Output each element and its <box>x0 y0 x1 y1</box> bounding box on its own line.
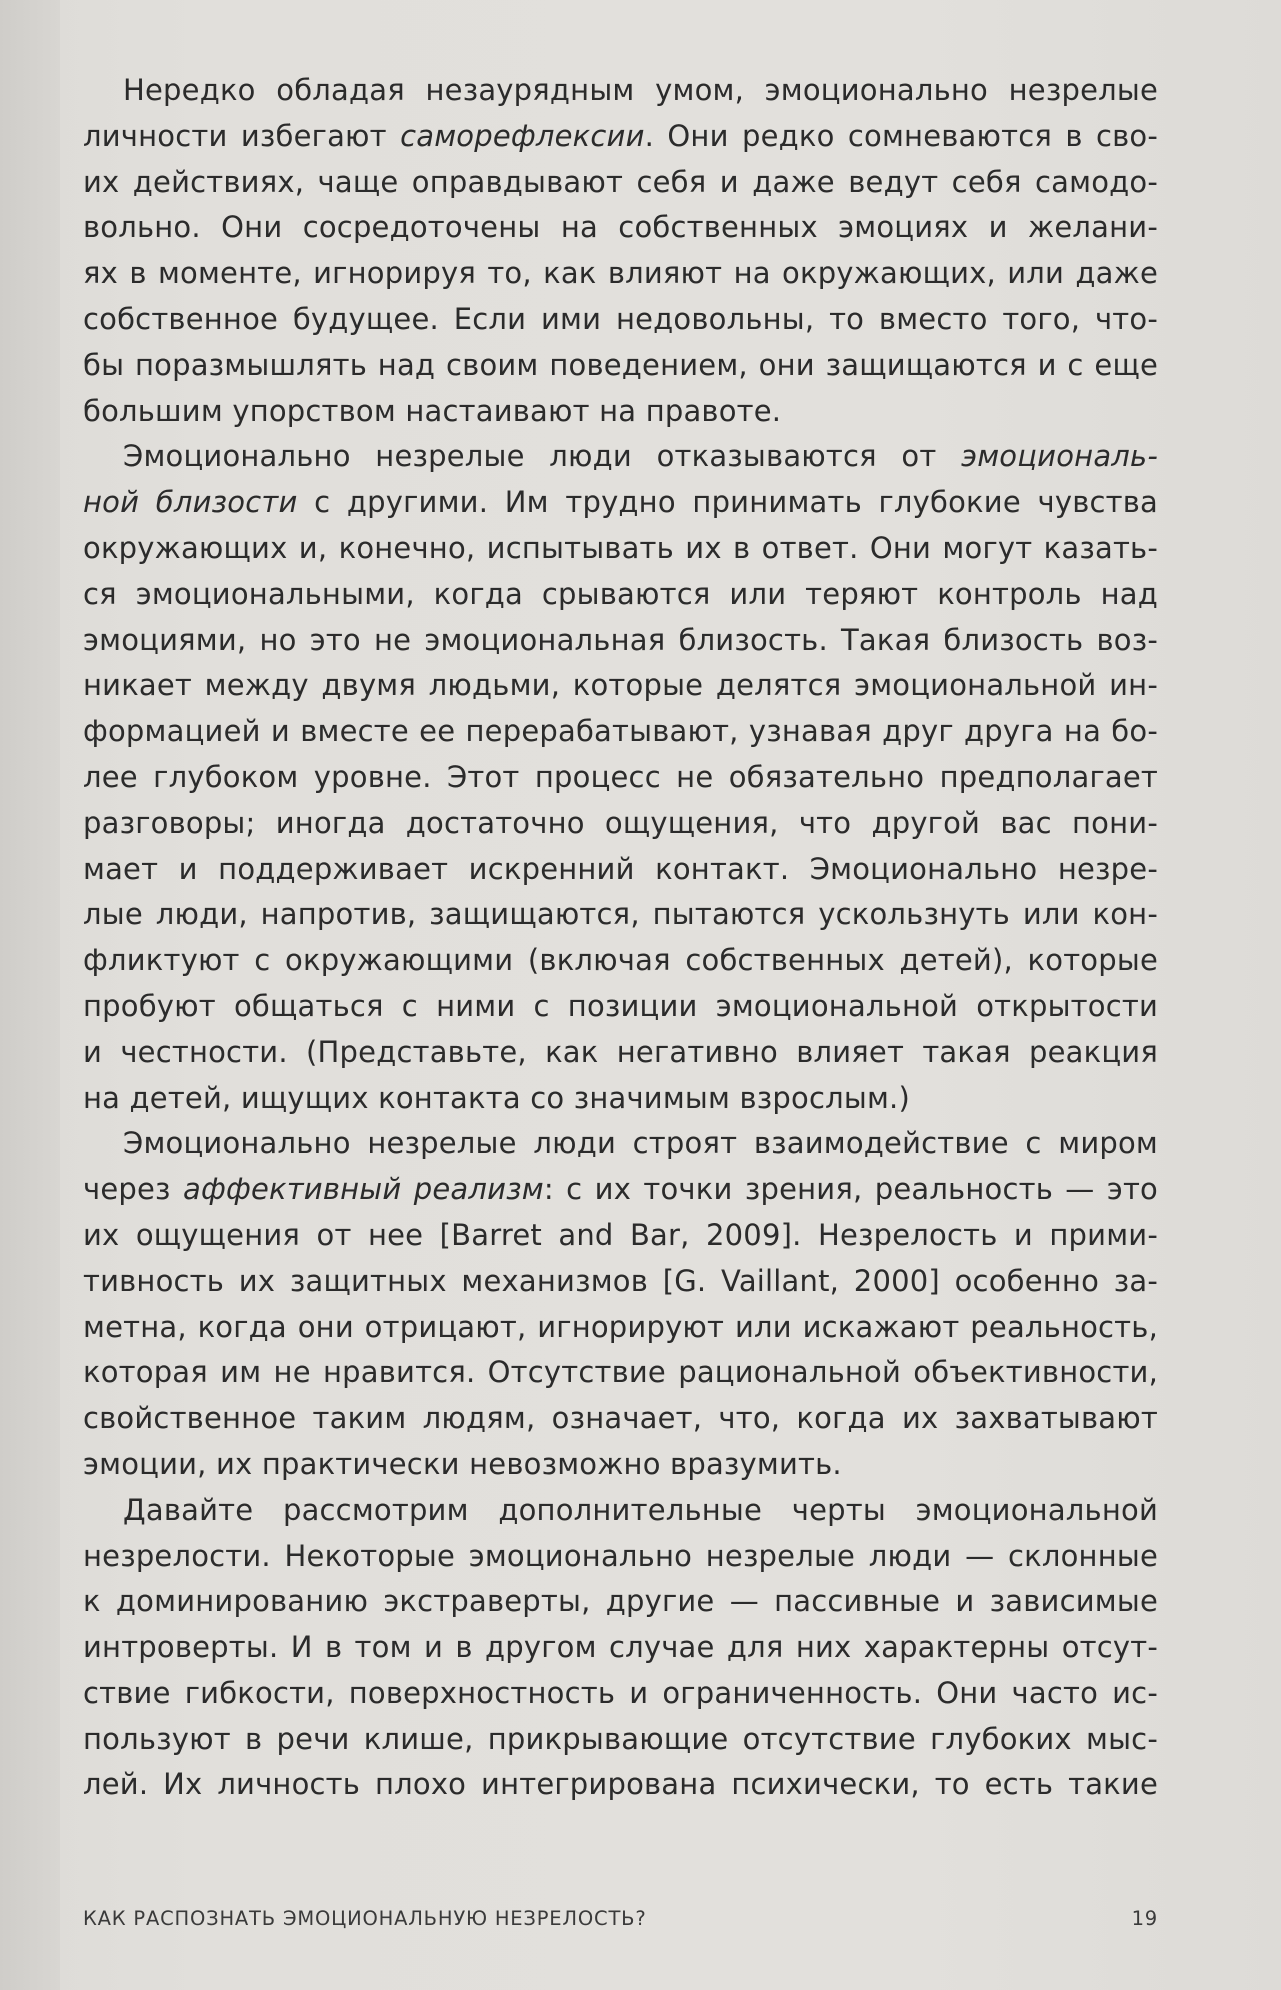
italic-term: саморефлексии <box>400 118 645 153</box>
text-line <box>83 1305 1158 1351</box>
text-line <box>83 1671 1158 1717</box>
text-span: их ощущения от нее [Barret and Bar, 2009]. Незрелость и прими- <box>83 1217 1158 1252</box>
text-span: незрелости. Некоторые эмоционально незрелые люди — склонные <box>83 1538 1158 1573</box>
text-span: большим упорством настаивают на правоте. <box>83 393 782 428</box>
text-line <box>83 434 1158 480</box>
text-line <box>83 847 1158 893</box>
text-span: Эмоционально незрелые люди строят взаимодействие с миром <box>123 1126 1158 1161</box>
text-span: . Они редко сомневаются в сво- <box>644 118 1159 153</box>
text-span: ях в моменте, игнорируя то, как влияют на окружающих, или даже <box>83 256 1158 291</box>
text-line <box>83 114 1158 160</box>
text-line <box>83 160 1158 206</box>
text-span: их действиях, чаще оправдывают себя и даже ведут себя самодо- <box>83 164 1158 199</box>
text-line <box>83 1717 1158 1763</box>
text-line <box>83 389 1158 435</box>
text-line <box>83 1488 1158 1534</box>
text-span: на детей, ищущих контакта со значимым взрослым.) <box>83 1080 910 1115</box>
text-span: мает и поддерживает искренний контакт. Эмоционально незре- <box>83 851 1158 886</box>
text-span: вольно. Они сосредоточены на собственных эмоциях и желани- <box>83 210 1158 245</box>
italic-term: ной близости <box>83 485 298 520</box>
text-line <box>83 984 1158 1030</box>
text-span: Эмоционально незрелые люди отказываются от <box>123 439 962 474</box>
text-span: метна, когда они отрицают, игнорируют или искажают реальность, <box>83 1309 1158 1344</box>
text-line <box>83 205 1158 251</box>
text-span: окружающих и, конечно, испытывать их в ответ. Они могут казать- <box>83 530 1158 565</box>
text-line <box>83 251 1158 297</box>
text-span: эмоции, их практически невозможно вразумить. <box>83 1446 842 1481</box>
running-head: КАК РАСПОЗНАТЬ ЭМОЦИОНАЛЬНУЮ НЕЗРЕЛОСТЬ? <box>83 1907 647 1930</box>
text-line <box>83 1350 1158 1396</box>
text-span: с другими. Им трудно принимать глубокие чувства <box>297 485 1158 520</box>
text-span: формацией и вместе ее перерабатывают, узнавая друг друга на бо- <box>83 714 1158 749</box>
text-span: Нередко обладая незаурядным умом, эмоционально незрелые <box>123 73 1158 107</box>
text-span: к доминированию экстраверты, другие — пассивные и зависимые <box>83 1584 1158 1619</box>
text-line <box>83 801 1158 847</box>
text-line <box>83 1259 1158 1305</box>
text-span: через <box>83 1172 183 1207</box>
text-span: личности избегают <box>83 118 401 153</box>
text-span: лей. Их личность плохо интегрирована психически, то есть такие <box>83 1767 1158 1802</box>
text-line <box>83 1213 1158 1259</box>
text-span: пользуют в речи клише, прикрывающие отсутствие глубоких мыс- <box>83 1721 1158 1756</box>
text-span: никает между двумя людьми, которые делятся эмоциональной ин- <box>83 668 1158 703</box>
text-line <box>83 1030 1158 1076</box>
text-line <box>83 618 1158 664</box>
italic-term: эмоциональ- <box>961 439 1158 474</box>
text-line <box>83 1625 1158 1671</box>
text-line <box>83 1121 1158 1167</box>
text-span: которая им не нравится. Отсутствие рациональной объективности, <box>83 1355 1158 1390</box>
text-span: ся эмоциональными, когда срываются или теряют контроль над <box>83 576 1158 611</box>
text-line <box>83 755 1158 801</box>
text-line <box>83 343 1158 389</box>
text-line <box>83 1396 1158 1442</box>
text-line <box>83 1579 1158 1625</box>
page-number: 19 <box>1131 1907 1158 1930</box>
text-span: лые люди, напротив, защищаются, пытаются ускользнуть или кон- <box>83 897 1158 932</box>
text-span: и честности. (Представьте, как негативно влияет такая реакция <box>83 1034 1158 1069</box>
text-span: Давайте рассмотрим дополнительные черты эмоциональной <box>123 1492 1158 1527</box>
text-line <box>83 1442 1158 1488</box>
text-line <box>83 572 1158 618</box>
body-text <box>83 68 1158 1808</box>
text-line <box>83 1076 1158 1122</box>
text-span: свойственное таким людям, означает, что, когда их захватывают <box>83 1401 1158 1436</box>
text-line <box>83 526 1158 572</box>
text-span: собственное будущее. Если ими недовольны, то вместо того, что- <box>83 301 1158 336</box>
text-span: тивность их защитных механизмов [G. Vaillant, 2000] особенно за- <box>83 1263 1158 1298</box>
text-span: интроверты. И в том и в другом случае для них характерны отсут- <box>83 1630 1158 1665</box>
text-span: пробуют общаться с ними с позиции эмоциональной открытости <box>83 988 1158 1023</box>
text-span: эмоциями, но это не эмоциональная близость. Такая близость воз- <box>83 622 1158 657</box>
text-span: разговоры; иногда достаточно ощущения, что другой вас пони- <box>83 805 1158 840</box>
text-span: фликтуют с окружающими (включая собственных детей), которые <box>83 943 1158 978</box>
italic-term: аффективный реализм <box>182 1172 544 1207</box>
text-span: лее глубоком уровне. Этот процесс не обязательно предполагает <box>83 759 1158 794</box>
text-span: бы поразмышлять над своим поведением, они защищаются и с еще <box>83 347 1158 382</box>
text-line <box>83 480 1158 526</box>
text-line <box>83 663 1158 709</box>
text-line <box>83 938 1158 984</box>
text-span: : с их точки зрения, реальность — это <box>543 1172 1158 1207</box>
text-line <box>83 892 1158 938</box>
text-line <box>83 1167 1158 1213</box>
page-footer <box>83 1907 1158 1943</box>
text-line <box>83 1534 1158 1580</box>
text-line <box>83 1762 1158 1808</box>
text-span: ствие гибкости, поверхностность и ограниченность. Они часто ис- <box>83 1675 1158 1710</box>
text-line <box>83 297 1158 343</box>
text-line <box>83 709 1158 755</box>
page-gutter-shadow <box>0 0 60 1990</box>
text-line <box>83 68 1158 114</box>
